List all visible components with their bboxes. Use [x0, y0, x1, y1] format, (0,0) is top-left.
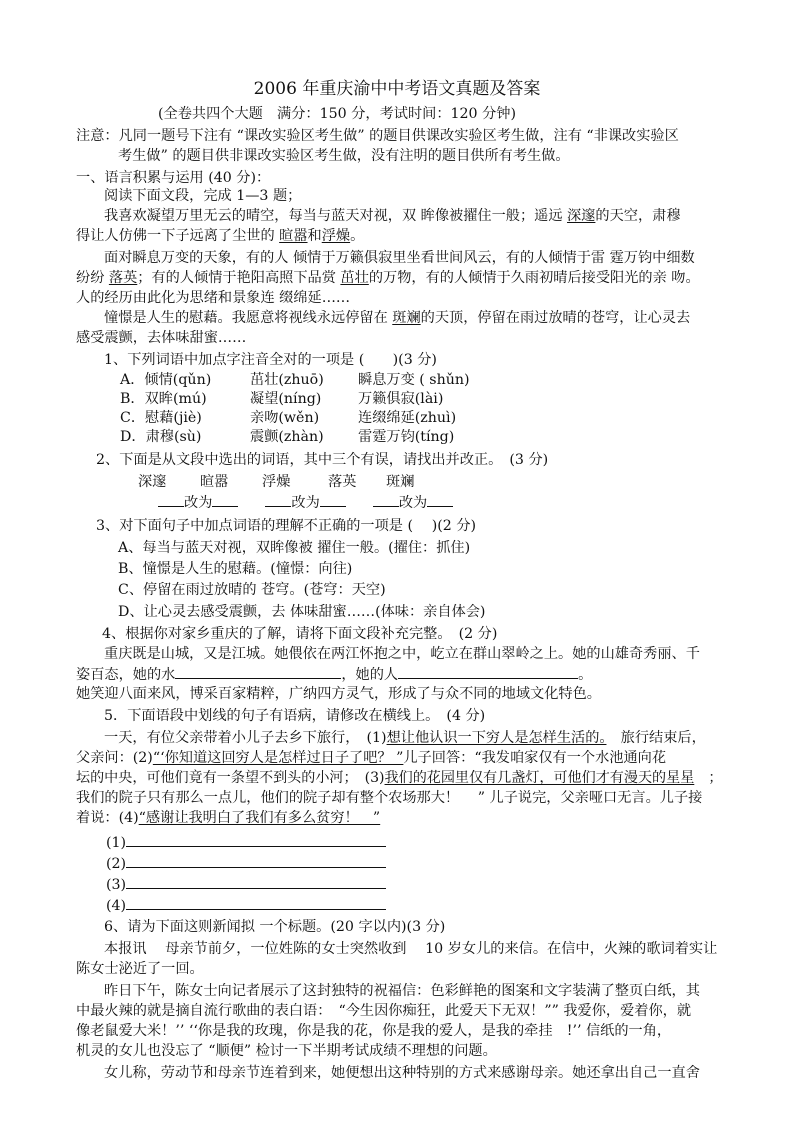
passage-line: 纷纷 落英；有的人倾情于艳阳高照下品赏 茁壮的万物，有的人倾情于久雨初晴后接受阳光的亲 吻。 [76, 270, 700, 286]
passage-line: 我喜欢凝望万里无云的晴空，每当与蓝天对视，双 眸像被擢住一般；遥远 深邃的天空，肃穆 [104, 208, 681, 224]
q5-passage-line: 着说：(4)“感谢让我明白了我们有多么贫穷！ ” [76, 810, 381, 826]
exam-subtitle: (全卷共四个大题 满分：150 分，考试时间：120 分钟) [158, 106, 517, 122]
question-3: 3、对下面句子中加点词语的理解不正确的一项是 ( )(2 分) [96, 518, 477, 534]
passage-line: 面对瞬息万变的天象，有的人 倾情于万籁俱寂里坐看世间风云，有的人倾情于雷 霆万钧中细数 [104, 250, 695, 266]
q5-passage-line: 父亲问：(2)“‘你知道这回穷人是怎样过日子了吧？ ”儿子回答：“我发咱家仅有一个水池通向花 [76, 750, 667, 766]
answer-blank[interactable] [126, 832, 386, 847]
page-title: 2006 年重庆渝中中考语文真题及答案 [253, 79, 541, 99]
question-5: 5．下面语段中划线的句子有语病，请修改在横线上。 (4 分) [104, 708, 486, 724]
q3-option-a: A、每当与蓝天对视，双眸像被 擢住一般。(擢住：抓住) [118, 540, 471, 556]
answer-blank[interactable] [320, 492, 346, 507]
q5-passage-line: 一天，有位父亲带着小儿子去乡下旅行， (1)想让他认识一下穷人是怎样生活的。 旅行结束后， [104, 730, 706, 746]
news-line: 女儿称，劳动节和母亲节连着到来，她便想出这种特别的方式来感谢母亲。她还拿出自己一直舍 [104, 1065, 700, 1081]
passage-line: 人的经历由此化为思绪和景象连 缀绵延…… [76, 290, 351, 306]
news-line: 中最火辣的就是摘自流行歌曲的表白语： “今生因你痴狂，此爱天下无双！”” 我爱你，爱着你，就 [76, 1003, 692, 1019]
q5-answer-4: (4) [106, 895, 386, 916]
reading-intro: 阅读下面文段，完成 1—3 题； [104, 188, 302, 204]
news-line: 陈女士泌近了一回。 [76, 961, 204, 977]
question-4: 4、根据你对家乡重庆的了解，请将下面文段补充完整。 (2 分) [102, 626, 498, 642]
answer-blank[interactable] [175, 664, 341, 679]
answer-blank[interactable] [373, 492, 399, 507]
question-2: 2、下面是从文段中选出的词语，其中三个有误，请找出并改正。 (3 分) [96, 452, 549, 468]
answer-blank[interactable] [126, 895, 386, 910]
q2-correction-blanks: 改为 改为 改为 [158, 492, 453, 513]
answer-blank[interactable] [158, 492, 184, 507]
section-heading-1: 一、语言积累与运用 (40 分)： [76, 170, 271, 186]
q4-fill-line: 姿百态，她的水 ，她的人 。 [76, 664, 592, 685]
q5-passage-line: 坛的中央，可他们竟有一条望不到头的小河； (3)我们的花园里仅有几盏灯，可他们才有漫天的星星 ； [76, 770, 723, 786]
q5-answer-1: (1) [106, 832, 386, 853]
passage-line: 感受震颤，去体味甜蜜…… [76, 330, 247, 346]
answer-blank[interactable] [126, 874, 386, 889]
passage-line: 得让人仿佛一下子远离了尘世的 暄嚣和浮燥。 [76, 228, 365, 244]
notice-line-2: 考生做” 的题目供非课改实验区考生做，没有注明的题目供所有考生做。 [118, 148, 570, 164]
answer-blank[interactable] [427, 492, 453, 507]
q4-text-line: 重庆既是山城，又是江城。她偎依在两江怀抱之中，屹立在群山翠岭之上。她的山雄奇秀丽、千 [104, 646, 700, 662]
q5-answer-2: (2) [106, 853, 386, 874]
news-line: 本报讯 母亲节前夕，一位姓陈的女士突然收到 10 岁女儿的来信。在信中，火辣的歌词着实让 [104, 941, 718, 957]
q3-option-d: D、让心灵去感受震颤，去 体味甜蜜……(体味：亲自体会) [118, 604, 486, 620]
answer-blank[interactable] [265, 492, 291, 507]
answer-blank[interactable] [398, 664, 578, 679]
q3-option-b: B、憧憬是人生的慰藉。(憧憬：向往) [118, 561, 353, 577]
news-line: 像老鼠爱大米！’’ ‘‘你是我的玫瑰，你是我的花，你是我的爱人，是我的牵挂 !’’ 信纸的一角， [76, 1023, 672, 1039]
q5-passage-line: 我们的院子只有那么一点儿，他们的院子却有整个农场那大！ ” 儿子说完，父亲哑口无言。儿子接 [76, 790, 703, 806]
question-1: 1、下列词语中加点字注音全对的一项是 ( )(3 分) [104, 352, 437, 368]
notice-line-1: 注意：凡同一题号下注有 “课改实验区考生做” 的题目供课改实验区考生做，注有 “非课改实验区 [76, 128, 679, 144]
answer-blank[interactable] [126, 853, 386, 868]
q4-text-line: 她笑迎八面来风，博采百家精粹，广纳四方灵气，形成了与众不同的地域文化特色。 [76, 686, 601, 702]
passage-line: 憧憬是人生的慰藉。我愿意将视线永远停留在 斑斓的天顶，停留在雨过放晴的苍穹，让心灵去 [104, 310, 691, 326]
q5-answer-3: (3) [106, 874, 386, 895]
q3-option-c: C、停留在雨过放晴的 苍穹。(苍穹：天空) [118, 582, 386, 598]
news-line: 昨日下午，陈女士向记者展示了这封独特的祝福信：色彩鲜艳的图案和文字装满了整页白纸，其 [104, 983, 700, 999]
answer-blank[interactable] [212, 492, 238, 507]
news-line: 机灵的女儿也没忘了 “顺便” 检讨一下半期考试成绩不理想的问题。 [76, 1043, 497, 1059]
question-6: 6、请为下面这则新闻拟 一个标题。(20 字以内)(3 分) [104, 919, 446, 935]
